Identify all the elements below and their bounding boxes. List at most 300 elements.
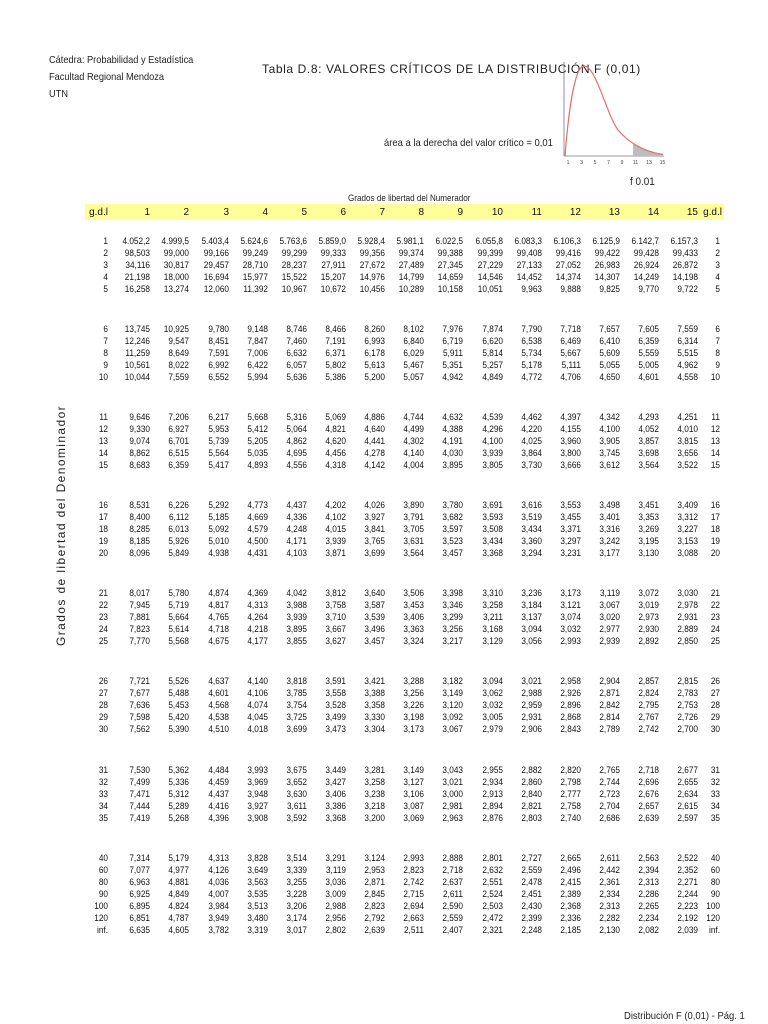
table-cell: 3,563	[247, 877, 268, 888]
table-cell: 2,795	[638, 700, 659, 711]
table-cell: 4,706	[560, 372, 581, 383]
table-cell: 3,124	[364, 853, 385, 864]
table-cell: 2,442	[599, 865, 620, 876]
table-cell: 6,371	[325, 348, 346, 359]
table-cell: 7,721	[129, 676, 150, 687]
table-cell: 2,286	[638, 889, 659, 900]
table-cell: 4,772	[521, 372, 542, 383]
table-cell: 15,207	[320, 272, 346, 283]
table-cell: 7,559	[677, 324, 698, 335]
table-cell: 2,677	[677, 765, 698, 776]
table-cell: 99,333	[320, 248, 346, 259]
table-cell: 2,850	[677, 636, 698, 647]
table-cell: 3,371	[560, 524, 581, 535]
table-cell: 3,312	[677, 512, 698, 523]
table-cell: 4,171	[286, 536, 307, 547]
table-cell: 3,409	[677, 500, 698, 511]
table-cell: 27,672	[359, 260, 385, 271]
curve-tick-label: 1	[566, 160, 570, 166]
row-df-right: 7	[715, 336, 720, 347]
table-cell: 2,639	[364, 925, 385, 936]
table-cell: 3,682	[442, 512, 463, 523]
table-cell: 14,249	[633, 272, 659, 283]
table-cell: 3,649	[247, 865, 268, 876]
table-cell: 5,412	[247, 424, 268, 435]
table-cell: 4,695	[286, 448, 307, 459]
table-cell: 4,718	[208, 624, 229, 635]
table-cell: 4,459	[208, 777, 229, 788]
table-cell: 6,469	[560, 336, 581, 347]
table-cell: 10,289	[398, 284, 424, 295]
table-cell: 99,428	[633, 248, 659, 259]
table-row	[0, 777, 768, 789]
table-cell: 7,605	[638, 324, 659, 335]
table-cell: 18,000	[163, 272, 189, 283]
table-cell: 3,174	[286, 913, 307, 924]
row-df-left: 15	[98, 460, 108, 471]
curve-tick-label: 7	[607, 160, 610, 166]
table-cell: 3,067	[442, 724, 463, 735]
table-cell: 5,057	[403, 372, 424, 383]
row-df-left: 80	[98, 877, 108, 888]
row-df-right: 80	[710, 877, 720, 888]
table-cell: 4,313	[247, 600, 268, 611]
table-cell: 27,229	[477, 260, 503, 271]
table-cell: 3,067	[599, 600, 620, 611]
table-cell: 27,133	[516, 260, 542, 271]
table-cell: 4,556	[286, 460, 307, 471]
table-cell: 14,307	[594, 272, 620, 283]
table-cell: 2,955	[482, 765, 503, 776]
table-cell: 2,039	[677, 925, 698, 936]
table-cell: 4,568	[208, 700, 229, 711]
table-cell: 7,077	[129, 865, 150, 876]
table-cell: 6,963	[129, 877, 150, 888]
table-cell: 8,285	[129, 524, 150, 535]
table-cell: 34,116	[125, 260, 150, 271]
table-cell: 2,823	[364, 901, 385, 912]
table-cell: 2,742	[638, 724, 659, 735]
curve-tick-label: 5	[593, 160, 597, 166]
table-cell: 2,559	[442, 913, 463, 924]
gdl-header-right: g.d.l	[703, 207, 722, 218]
table-cell: 4,191	[442, 436, 463, 447]
table-cell: 4,264	[247, 612, 268, 623]
table-cell: 3,184	[521, 600, 542, 611]
table-cell: 2,871	[599, 688, 620, 699]
table-cell: 14,452	[516, 272, 542, 283]
table-cell: 3,255	[286, 877, 307, 888]
table-cell: 2,988	[325, 901, 346, 912]
row-df-left: 32	[98, 777, 108, 788]
table-cell: 4,278	[364, 448, 385, 459]
table-row	[0, 448, 768, 460]
table-cell: 9,963	[521, 284, 542, 295]
table-cell: 5,780	[168, 588, 189, 599]
row-df-right: 21	[710, 588, 720, 599]
table-cell: 4,126	[208, 865, 229, 876]
table-cell: 3,009	[325, 889, 346, 900]
row-df-left: 29	[98, 712, 108, 723]
table-cell: 7,823	[129, 624, 150, 635]
table-cell: 8,466	[325, 324, 346, 335]
row-df-right: 3	[715, 260, 720, 271]
column-header-5: 5	[301, 207, 307, 218]
table-cell: 6,992	[208, 360, 229, 371]
table-cell: 2,694	[403, 901, 424, 912]
table-cell: 4,462	[521, 412, 542, 423]
table-cell: 3,353	[638, 512, 659, 523]
table-cell: 3,228	[286, 889, 307, 900]
table-cell: 7,976	[442, 324, 463, 335]
table-cell: 2,876	[482, 813, 503, 824]
table-cell: 6,851	[129, 913, 150, 924]
table-cell: 3,782	[208, 925, 229, 936]
table-cell: 11,392	[243, 284, 268, 295]
row-df-right: 100	[706, 901, 720, 912]
table-cell: 8,185	[129, 536, 150, 547]
column-header-13: 13	[608, 207, 620, 218]
table-cell: 3,691	[482, 500, 503, 511]
table-cell: 2,430	[521, 901, 542, 912]
table-cell: 2,744	[599, 777, 620, 788]
table-cell: 4,632	[442, 412, 463, 423]
table-cell: 5,719	[168, 600, 189, 611]
table-cell: 99,388	[437, 248, 463, 259]
table-cell: 3,211	[482, 612, 503, 623]
row-df-left: 2	[103, 248, 108, 259]
table-cell: 5,668	[247, 412, 268, 423]
table-cell: 4,601	[638, 372, 659, 383]
row-df-right: 60	[710, 865, 720, 876]
column-header-14: 14	[647, 207, 659, 218]
table-cell: 3,106	[403, 789, 424, 800]
table-cell: 3,398	[442, 588, 463, 599]
row-df-right: 30	[710, 724, 720, 735]
table-cell: 3,473	[325, 724, 346, 735]
table-cell: 3,173	[560, 588, 581, 599]
table-cell: 5,010	[208, 536, 229, 547]
table-cell: 2,740	[560, 813, 581, 824]
table-cell: 2,389	[560, 889, 581, 900]
table-cell: 3,597	[442, 524, 463, 535]
table-cell: 2,715	[403, 889, 424, 900]
table-cell: 2,789	[599, 724, 620, 735]
table-cell: 2,522	[677, 853, 698, 864]
table-cell: 2,321	[482, 925, 503, 936]
table-cell: 3,092	[442, 712, 463, 723]
table-cell: 99,356	[359, 248, 385, 259]
table-cell: 3,519	[521, 512, 542, 523]
table-cell: 3,434	[521, 524, 542, 535]
column-header-4: 4	[262, 207, 268, 218]
table-cell: 3,666	[560, 460, 581, 471]
table-cell: 4,251	[677, 412, 698, 423]
table-cell: 27,911	[321, 260, 346, 271]
table-cell: 3,294	[521, 548, 542, 559]
table-cell: 2,758	[560, 801, 581, 812]
column-header-11: 11	[531, 207, 542, 218]
table-row	[0, 624, 768, 636]
table-cell: 3,457	[442, 548, 463, 559]
table-cell: 2,934	[482, 777, 503, 788]
table-cell: 2,676	[638, 789, 659, 800]
table-cell: 10,672	[320, 284, 346, 295]
table-cell: 4,342	[599, 412, 620, 423]
table-cell: 3,406	[325, 789, 346, 800]
table-cell: 3,036	[325, 877, 346, 888]
table-cell: 3,498	[599, 500, 620, 511]
table-cell: 6,057	[286, 360, 307, 371]
table-cell: 7,562	[129, 724, 150, 735]
table-cell: 99,408	[516, 248, 542, 259]
table-cell: 3,612	[599, 460, 620, 471]
table-cell: 5,609	[599, 348, 620, 359]
table-row	[0, 460, 768, 472]
table-cell: 2,563	[638, 853, 659, 864]
density-curve	[565, 66, 663, 156]
table-row	[0, 676, 768, 688]
table-cell: 3,528	[325, 700, 346, 711]
table-cell: 3,587	[364, 600, 385, 611]
table-cell: 2,415	[560, 877, 581, 888]
table-cell: 6.022,5	[435, 236, 463, 247]
table-cell: 3,451	[638, 500, 659, 511]
table-cell: 2,896	[560, 700, 581, 711]
table-cell: 2,248	[521, 925, 542, 936]
table-cell: 3,000	[442, 789, 463, 800]
table-cell: 9,330	[129, 424, 150, 435]
table-cell: 6.055,8	[475, 236, 503, 247]
table-cell: 3,094	[482, 676, 503, 687]
table-cell: 4,977	[168, 865, 189, 876]
row-df-right: 32	[710, 777, 720, 788]
table-cell: 3,330	[364, 712, 385, 723]
table-cell: 3,785	[286, 688, 307, 699]
table-cell: 5,390	[168, 724, 189, 735]
table-cell: 7,206	[168, 412, 189, 423]
table-cell: 3,043	[442, 765, 463, 776]
table-cell: 7,657	[599, 324, 620, 335]
table-row	[0, 700, 768, 712]
table-cell: 4,500	[247, 536, 268, 547]
table-cell: 8,096	[129, 548, 150, 559]
table-cell: 6,029	[403, 348, 424, 359]
table-cell: 5,953	[208, 424, 229, 435]
table-cell: 6,314	[677, 336, 698, 347]
row-df-left: 16	[98, 500, 108, 511]
table-cell: 4,140	[247, 676, 268, 687]
table-cell: 3,299	[442, 612, 463, 623]
table-cell: 2,632	[482, 865, 503, 876]
table-cell: 3,021	[521, 676, 542, 687]
table-cell: 5,568	[168, 636, 189, 647]
row-df-right: 31	[710, 765, 720, 776]
table-cell: 3,427	[325, 777, 346, 788]
row-df-right: 120	[706, 913, 720, 924]
table-cell: 3,908	[247, 813, 268, 824]
table-cell: 4,787	[168, 913, 189, 924]
table-cell: 4,484	[208, 765, 229, 776]
table-row	[0, 801, 768, 813]
table-cell: 4,640	[364, 424, 385, 435]
table-cell: 4,336	[286, 512, 307, 523]
row-df-left: 13	[98, 436, 108, 447]
table-cell: 2,889	[677, 624, 698, 635]
table-cell: 2,765	[599, 765, 620, 776]
row-df-left: 23	[98, 612, 108, 623]
table-cell: 4,881	[168, 877, 189, 888]
table-cell: 2,313	[599, 901, 620, 912]
row-df-left: 10	[98, 372, 108, 383]
table-cell: 3,457	[364, 636, 385, 647]
table-cell: 2,399	[521, 913, 542, 924]
table-row	[0, 913, 768, 925]
table-cell: 4,416	[208, 801, 229, 812]
table-cell: 2,696	[638, 777, 659, 788]
row-df-left: 1	[103, 236, 108, 247]
table-cell: 3,508	[482, 524, 503, 535]
table-cell: 2,871	[364, 877, 385, 888]
table-cell: 4,874	[208, 588, 229, 599]
table-cell: 2,801	[482, 853, 503, 864]
table-row	[0, 789, 768, 801]
table-cell: 3,656	[677, 448, 698, 459]
table-cell: 3,256	[403, 688, 424, 699]
table-cell: 2,926	[560, 688, 581, 699]
table-cell: 2,478	[521, 877, 542, 888]
table-cell: 2,726	[677, 712, 698, 723]
table-cell: 6,013	[168, 524, 189, 535]
table-cell: 98,503	[124, 248, 150, 259]
table-cell: 7,559	[168, 372, 189, 383]
table-cell: 2,783	[677, 688, 698, 699]
row-df-left: 120	[94, 913, 108, 924]
table-cell: 2,451	[521, 889, 542, 900]
table-cell: 3,864	[521, 448, 542, 459]
table-cell: 3,730	[521, 460, 542, 471]
table-cell: 3,480	[247, 913, 268, 924]
row-df-right: 22	[710, 600, 720, 611]
table-row	[0, 712, 768, 724]
table-cell: 4,103	[286, 548, 307, 559]
table-cell: 3,699	[286, 724, 307, 735]
table-cell: 3,032	[560, 624, 581, 635]
table-cell: 3,149	[442, 688, 463, 699]
table-cell: 3,948	[247, 789, 268, 800]
row-df-right: 16	[710, 500, 720, 511]
table-cell: 2,665	[560, 853, 581, 864]
table-cell: 3,539	[364, 612, 385, 623]
row-df-left: 14	[98, 448, 108, 459]
table-row	[0, 612, 768, 624]
table-cell: 4,396	[208, 813, 229, 824]
table-cell: 3,499	[325, 712, 346, 723]
table-cell: 2,559	[521, 865, 542, 876]
table-cell: 2,597	[677, 813, 698, 824]
row-df-left: 17	[98, 512, 108, 523]
table-cell: 5,069	[325, 412, 346, 423]
table-cell: 6,178	[364, 348, 385, 359]
table-cell: 7,006	[247, 348, 268, 359]
table-cell: 4,849	[168, 889, 189, 900]
table-cell: 3,960	[560, 436, 581, 447]
table-cell: 3,993	[247, 765, 268, 776]
row-df-left: 5	[103, 284, 108, 295]
table-cell: 4,637	[208, 676, 229, 687]
table-cell: 15,522	[281, 272, 307, 283]
table-cell: 4,669	[247, 512, 268, 523]
table-cell: 2,959	[521, 700, 542, 711]
table-cell: 8,683	[129, 460, 150, 471]
table-cell: 5,613	[364, 360, 385, 371]
table-cell: 10,158	[437, 284, 463, 295]
table-cell: 3,857	[638, 436, 659, 447]
table-cell: 5,849	[168, 548, 189, 559]
table-cell: 6.157,3	[670, 236, 698, 247]
table-cell: 3,062	[482, 688, 503, 699]
table-cell: 3,949	[208, 913, 229, 924]
table-cell: 6,993	[364, 336, 385, 347]
table-cell: 3,969	[247, 777, 268, 788]
curve-tick-label: 3	[580, 160, 583, 166]
table-cell: 4,302	[403, 436, 424, 447]
table-cell: 12,060	[203, 284, 229, 295]
table-cell: 99,416	[555, 248, 581, 259]
table-cell: 7,847	[247, 336, 268, 347]
table-cell: 3,988	[286, 600, 307, 611]
table-cell: 4,538	[208, 712, 229, 723]
table-cell: 5,420	[168, 712, 189, 723]
table-cell: 2,821	[521, 801, 542, 812]
table-cell: 5,467	[403, 360, 424, 371]
table-cell: 3,939	[325, 536, 346, 547]
table-cell: 5,312	[168, 789, 189, 800]
table-cell: 2,792	[364, 913, 385, 924]
table-cell: 7,314	[129, 853, 150, 864]
table-cell: 3,020	[599, 612, 620, 623]
table-cell: 5,417	[208, 460, 229, 471]
table-cell: 99,374	[398, 248, 424, 259]
table-cell: 2,977	[599, 624, 620, 635]
table-cell: 3,421	[364, 676, 385, 687]
table-cell: 2,192	[677, 913, 698, 924]
curve-tick-label: 13	[646, 160, 652, 166]
table-cell: 14,659	[437, 272, 463, 283]
table-cell: 28,237	[281, 260, 307, 271]
table-cell: 5,336	[168, 777, 189, 788]
table-cell: 5,351	[442, 360, 463, 371]
table-cell: 28,710	[242, 260, 268, 271]
table-cell: 2,472	[482, 913, 503, 924]
table-cell: 9,547	[168, 336, 189, 347]
table-cell: 6.125,9	[592, 236, 620, 247]
table-cell: 5,667	[560, 348, 581, 359]
gdl-header-left: g.d.l	[89, 207, 108, 218]
row-df-right: 9	[715, 360, 720, 371]
table-cell: 2,639	[638, 813, 659, 824]
row-df-right: 2	[715, 248, 720, 259]
row-df-right: 90	[710, 889, 720, 900]
row-df-right: 28	[710, 700, 720, 711]
table-cell: 5.928,4	[357, 236, 385, 247]
table-cell: 3,905	[599, 436, 620, 447]
table-cell: 2,265	[638, 901, 659, 912]
table-cell: 4,015	[325, 524, 346, 535]
table-cell: 99,422	[594, 248, 620, 259]
table-cell: 6,515	[168, 448, 189, 459]
table-cell: 3,130	[638, 548, 659, 559]
